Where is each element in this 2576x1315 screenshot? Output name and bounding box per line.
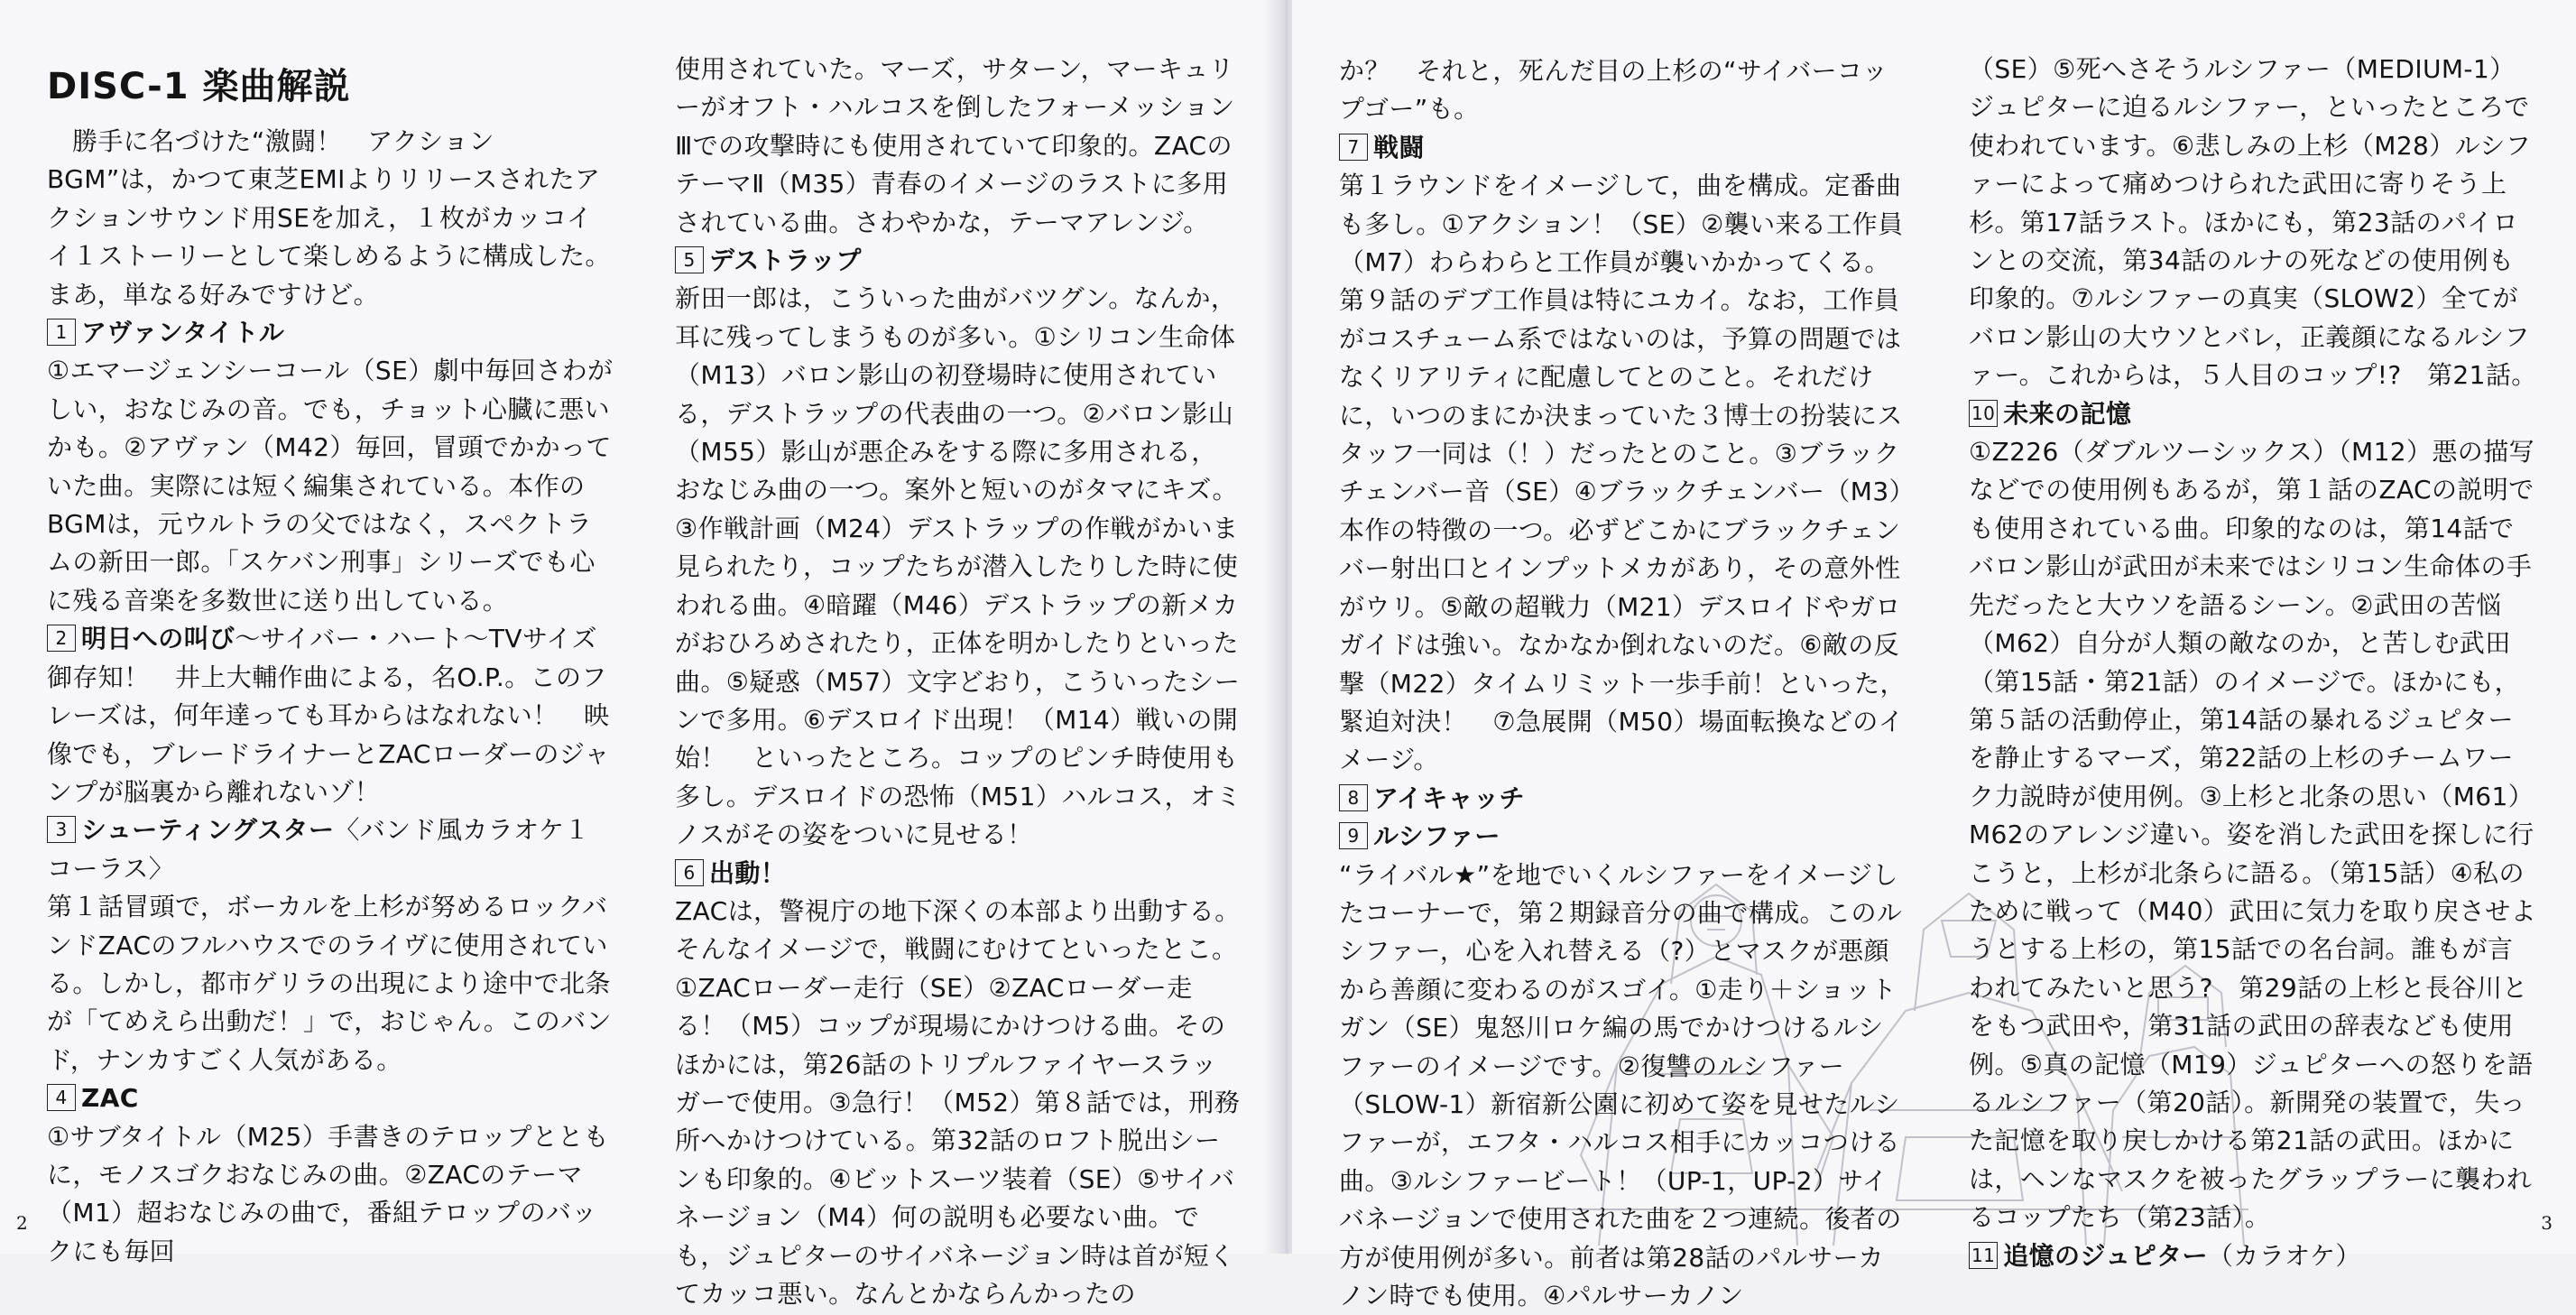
continued-text: （SE）⑤死へさそうルシファー（MEDIUM-1）ジュピターに迫るルシファー，といったところで使われています。⑥悲しみの上杉（M28）ルシファーによって痛めつけられた武田に寄りそう上杉。第17話ラスト。ほかにも，第23話のパイロンとの交流，第34話のルナの死などの使用例も印象的。⑦ルシファーの真実（SLOW2）全てがバロン影山の大ウソとバレ，正義顔になるルシファー。これからは，５人目のコップ!? 第21話。 xyxy=(1969,54,2537,391)
section-title: 出動！ xyxy=(709,857,787,888)
section-number-box: 7 xyxy=(1339,134,1368,161)
section-body-1: ①エマージェンシーコール（SE）劇中毎回さわがしい，おなじみの音。でも，チョット心臓に悪いかも。②アヴァン（M42）毎回，冒頭でかかっていた曲。実際には短く編集されている。本作のBGMは，元ウルトラの父ではなく，スペクトラムの新田一郎。「スケバン刑事」シリーズでも心に残る音楽を多数世に送り出している。 xyxy=(47,356,614,616)
section-title: シューティングスター xyxy=(81,815,335,846)
section-title: デストラップ xyxy=(709,245,862,276)
section-heading-10 xyxy=(1969,395,2537,433)
section-heading-1 xyxy=(47,314,615,352)
section-number-box: 11 xyxy=(1969,1242,1998,1269)
section-title: 未来の記憶 xyxy=(2003,398,2132,429)
section-number-box: 1 xyxy=(47,319,76,346)
disc-title: DISC-1 楽曲解説 xyxy=(47,66,351,107)
section-number-box: 4 xyxy=(47,1084,76,1111)
section-heading-6 xyxy=(675,855,1242,893)
section-title: アヴァンタイトル xyxy=(81,318,285,348)
section-body-5: 新田一郎は，こういった曲がバツグン。なんか，耳に残ってしまうものが多い。①シリコン生命体（M13）バロン影山の初登場時に使用されている，デストラップの代表曲の一つ。②バロン影山（M55）影山が悪企みをする際に多用される，おなじみ曲の一つ。案外と短いのがタマにキズ。③作戦計画（M24）デストラップの作戦がかいま見られたり，コップたちが潜入したりした時に使われる曲。④暗躍（M46）デストラップの新メカがおひろめされたり，正体を明かしたりといった曲。⑤疑惑（M57）文字どおり，こういったシーンで多用。⑥デスロイド出現！（M14）戦いの開始！ といったところ。コップのピンチ時使用も多し。デスロイドの恐怖（M51）ハルコス，オミノスがその姿をついに見せる！ xyxy=(675,283,1242,850)
section-heading-11 xyxy=(1969,1237,2537,1275)
section-heading-8 xyxy=(1339,780,1906,818)
section-heading-4 xyxy=(47,1079,615,1117)
section-title: 戦闘 xyxy=(1373,132,1425,162)
section-number-box: 8 xyxy=(1339,784,1368,811)
section-title: 明日への叫び xyxy=(81,624,235,654)
page-number-left: 2 xyxy=(16,1212,28,1234)
section-heading-3 xyxy=(47,811,615,888)
section-body-4: ①サブタイトル（M25）手書きのテロップとともに，モノスゴクおなじみの曲。②ZACのテーマ（M1）超おなじみの曲で，番組テロップのバックにも毎回 xyxy=(47,1121,610,1266)
column-3 xyxy=(1339,52,1906,1315)
section-number-box: 6 xyxy=(675,859,704,886)
section-subtitle: （カラオケ） xyxy=(2207,1240,2361,1271)
section-body-2: 御存知！ 井上大輔作曲による，名O.P.。このフレーズは，何年達っても耳からはなれない！ 映像でも，ブレードライナーとZACローダーのジャンプが脳裏から離れないゾ！ xyxy=(47,662,611,807)
section-subtitle: 〈バンド風カラオケ１コーラス〉 xyxy=(47,815,590,884)
section-title: アイキャッチ xyxy=(1373,783,1525,813)
section-number-box: 3 xyxy=(47,816,76,843)
section-heading-9 xyxy=(1339,818,1906,856)
left-page xyxy=(0,0,1281,1309)
section-body-6: ZACは，警視庁の地下深くの本部より出動する。そんなイメージで，戦闘にむけてといったとこ。①ZACローダー走行（SE）②ZACローダー走る！（M5）コップが現場にかけつける曲。そのほかには，第26話のトリプルファイヤースラッガーで使用。③急行！（M52）第８話では，刑務所へかけつけている。第32話のロフト脱出シーンも印象的。④ビットスーツ装着（SE）⑤サイバネージョン（M4）何の説明も必要ない曲。でも，ジュピターのサイバネージョン時は首が短くてカッコ悪い。なんとかならんかったの xyxy=(675,895,1241,1309)
column-4 xyxy=(1969,51,2537,1275)
section-heading-7 xyxy=(1339,129,1906,167)
section-number-box: 5 xyxy=(675,246,704,273)
section-number-box: 9 xyxy=(1339,822,1368,849)
section-body-10: ①Z226（ダブルツーシックス）（M12）悪の描写などでの使用例もあるが，第１話のZACの説明でも使用されている曲。印象的なのは，第14話でバロン影山が武田が未来ではシリコン生命体の手先だったと大ウソを語るシーン。②武田の苦悩（M62）自分が人類の敵なのか，と苦しむ武田（第15話・第21話）のイメージで。ほかにも，第５話の活動停止，第14話の暴れるジュピターを静止するマーズ，第22話の上杉のチームワーク力説時が使用例。③上杉と北条の思い（M61）M62のアレンジ違い。姿を消した武田を探しに行こうと，上杉が北条らに語る。（第15話）④私のために戦って（M40）武田に気力を取り戻させようとする上杉の，第15話での名台詞。誰もが言われてみたいと思う? 第29話の上杉と長谷川とをもつ武田や，第31話の武田の辞表なども使用例。⑤真の記憶（M19）ジュピターへの怒りを語るルシファー（第20話）。新開発の装置で，失った記憶を取り戻しかける第21話の武田。ほかには，ヘンなマスクを被ったグラップラーに襲われるコップたち（第23話）。 xyxy=(1969,437,2536,1233)
section-subtitle: 〜サイバー・ハート〜TVサイズ xyxy=(235,624,597,654)
section-title: ルシファー xyxy=(1373,821,1500,852)
section-body-9: “ライバル★”を地でいくルシファーをイメージしたコーナーで，第２期録音分の曲で構成。このルシファー，心を入れ替える（?）とマスクが悪顔から善顔に変わるのがスゴイ。①走り＋ショットガン（SE）鬼怒川ロケ編の馬でかけつけるルシファーのイメージです。②復讐のルシファー（SLOW-1）新宿新公園に初めて姿を見せたルシファーが，エフタ・ハルコス相手にカッコつける曲。③ルシファービート！（UP-1，UP-2）サイバネージョンで使用された曲を２つ連続。後者の方が使用例が多い。前者は第28話のパルサーカノン時でも使用。④パルサーカノン xyxy=(1339,859,1903,1310)
section-heading-2 xyxy=(47,620,615,658)
section-body-7: 第１ラウンドをイメージして，曲を構成。定番曲も多し。①アクション！（SE）②襲い来る工作員（M7）わらわらと工作員が襲いかかってくる。第９話のデブ工作員は特にユカイ。なお，工作員がコスチューム系ではないのは，予算の問題ではなくリアリティに配慮してとのこと。それだけに，いつのまにか決まっていた３博士の扮装にスタッフ一同は（！）だったとのこと。③ブラックチェンバー音（SE）④ブラックチェンバー（M3）本作の特徴の一つ。必ずどこかにブラックチェンバー射出口とインプットメカがあり，その意外性がウリ。⑤敵の超戦力（M21）デスロイドやガロガイドは強い。なかなか倒れないのだ。⑥敵の反撃（M22）タイムリミット一歩手前！といった，緊迫対決！ ⑦急展開（M50）場面転換などのイメージ。 xyxy=(1339,171,1906,775)
column-2 xyxy=(675,51,1242,1313)
right-page xyxy=(1292,0,2576,1310)
continued-text: 使用されていた。マーズ，サターン，マーキュリーがオフト・ハルコスを倒したフォーメッションⅢでの攻撃時にも使用されていて印象的。ZACのテーマⅡ（M35）青春のイメージのラストに多用されている曲。さわやかな，テーマアレンジ。 xyxy=(675,54,1235,237)
section-number-box: 2 xyxy=(47,625,76,652)
column-1 xyxy=(47,52,615,1271)
continued-text: か？ それと，死んだ目の上杉の“サイバーコップゴー”も。 xyxy=(1339,56,1888,125)
section-title: 追憶のジュピター xyxy=(2003,1240,2208,1271)
section-number-box: 10 xyxy=(1969,400,1998,427)
section-body-3: 第１話冒頭で，ボーカルを上杉が努めるロックバンドZACのフルハウスでのライヴに使用されている。しかし，都市ゲリラの出現により途中で北条が「てめえら出動だ！」で，おじゃん。このバンド，ナンカすごく人気がある。 xyxy=(47,892,612,1075)
section-heading-5 xyxy=(675,242,1242,280)
page-number-right: 3 xyxy=(2541,1212,2553,1234)
intro-paragraph: 勝手に名づけた“激闘！ アクションBGM”は，かつて東芝EMIよりリリースされたアクションサウンド用SEを加え，１枚がカッコイイ１ストーリーとして楽しめるように構成した。まあ，単なる好みですけど。 xyxy=(47,126,611,310)
section-title: ZAC xyxy=(81,1083,139,1114)
